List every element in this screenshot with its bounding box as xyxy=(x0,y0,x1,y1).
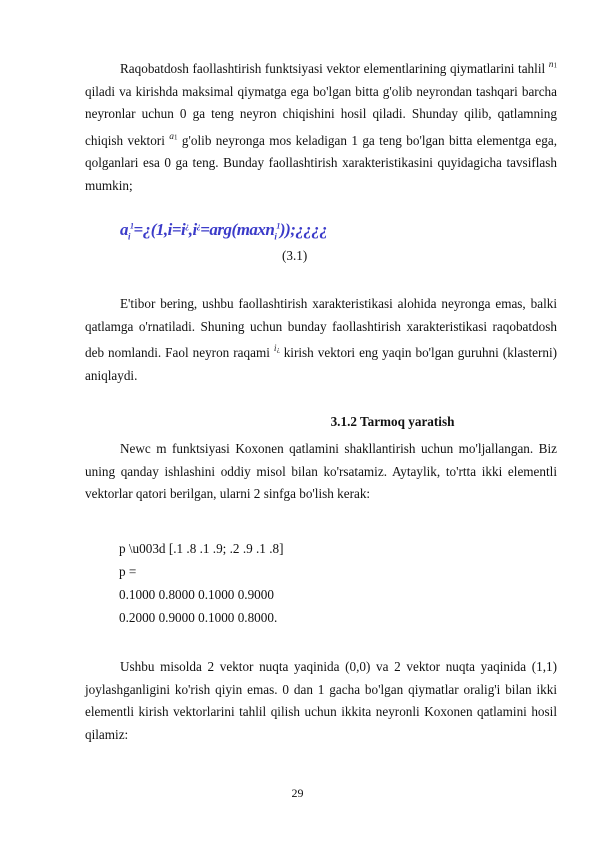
formula-number: (3.1) xyxy=(282,248,308,263)
formula-mid: ,i xyxy=(188,220,197,239)
code-line-3: 0.1000 0.8000 0.1000 0.9000 xyxy=(119,587,274,602)
formula-end: =arg(maxn xyxy=(200,220,275,239)
paragraph-newcm: Newc m funktsiyasi Koxonen qatlamini shakllantirish uchun mo'ljallangan. Biz uning qanday ishlashini oddiy misol bilan ko'rsatamiz. Aytaylik, to'rtta ikki elementli vektorlar qatori berilgan, ularni 2 sinfga bo'lish kerak: xyxy=(85,441,557,501)
paragraph-layer-note: E'tibor bering, ushbu faollashtirish xarakteristikasi alohida neyronga emas, balki qatlamga o'rnatiladi. Shuning uchun bunday faollashtirish xarakteristikasi raqobatdosh deb nomlandi. Faol neyron raqami $^{i¿}$ kirish vektori eng yaqin bo'lgan guruhni (klasterni) aniqlaydi. xyxy=(85,296,557,383)
formula-3-1 xyxy=(120,220,328,263)
symbol-i: i xyxy=(273,344,277,354)
formula-a: a xyxy=(120,220,128,239)
paragraph-kohonen-example: Ushbu misolda 2 vektor nuqta yaqinida (0,0) va 2 vektor nuqta yaqinida (1,1) joylashganligini ko'rish qiyin emas. 0 dan 1 gacha bo'lgan qiymatlar oralig'i bilan ikki elementli kirish vektorlarini tahlil qilish uchun ikkita neyronli Koxonen qatlamini hosil qilamiz: xyxy=(85,659,557,742)
code-line-4: 0.2000 0.9000 0.1000 0.8000. xyxy=(119,610,278,625)
code-line-2: p = xyxy=(119,564,137,579)
symbol-n: n xyxy=(548,60,554,70)
paragraph1-part2: qiladi va kirishda maksimal qiymatga ega bo'lgan bitta g'olib neyrondan tashqari barcha neyronlar uchun 0 ga teng neyron chiqishini hosil qiladi. Shunday qilib, qatlamning chiqish vektori xyxy=(85,83,557,148)
symbol-a: a xyxy=(169,131,175,142)
formula-rest: =¿(1,i=i xyxy=(133,220,186,239)
paragraph1-part3: g'olib neyronga mos keladigan 1 ga teng bo'lgan bitta elementga ega, qolganlari esa 0 ga teng. Bunday faollashtirish xarakteristikasini quyidagicha tavsiflash mumkin; xyxy=(85,132,557,193)
paragraph1-part1: Raqobatdosh faollashtirish funktsiyasi vektor elementlarining qiymatlarini tahlil xyxy=(120,61,546,76)
section-heading: 3.1.2 Tarmoq yaratish xyxy=(330,414,455,429)
formula-close: ));¿¿¿¿ xyxy=(279,220,328,239)
paragraph-competitive-activation: Raqobatdosh faollashtirish funktsiyasi vektor elementlarining qiymatlarini tahlil $^{n1}$ qiladi va kirishda maksimal qiymatga ega bo'lgan bitta g'olib neyrondan tashqari barcha neyronlar uchun 0 ga teng neyron chiqishini hosil qiladi. Shunday qilib, qatlamning chiqish vektori $^{a1}$ g'olib neyronga mos keladigan 1 ga teng bo'lgan bitta elementga ega, qolganlari esa 0 ga teng. Bunday faollashtirish xarakteristikasini quyidagicha tavsiflash mumkin; xyxy=(85,60,557,193)
page-number: 29 xyxy=(291,786,304,800)
code-line-1: p \u003d [.1 .8 .1 .9; .2 .9 .1 .8] xyxy=(119,541,284,556)
paragraph2-part1: E'tibor bering, ushbu faollashtirish xarakteristikasi alohida neyronga emas, balki qatlamga o'rnatiladi. Shuning uchun bunday faollashtirish xarakteristikasi raqobatdosh deb nomlandi. Faol neyron raqami xyxy=(85,296,557,360)
formula-expression: $a_i^1=¿(1,i=i^¿,i^¿=arg(\max n_i^1));¿¿¿¿$ xyxy=(120,220,328,242)
paragraph2-part2: kirish vektori eng yaqin bo'lgan guruhni (klasterni) aniqlaydi. xyxy=(85,345,557,383)
